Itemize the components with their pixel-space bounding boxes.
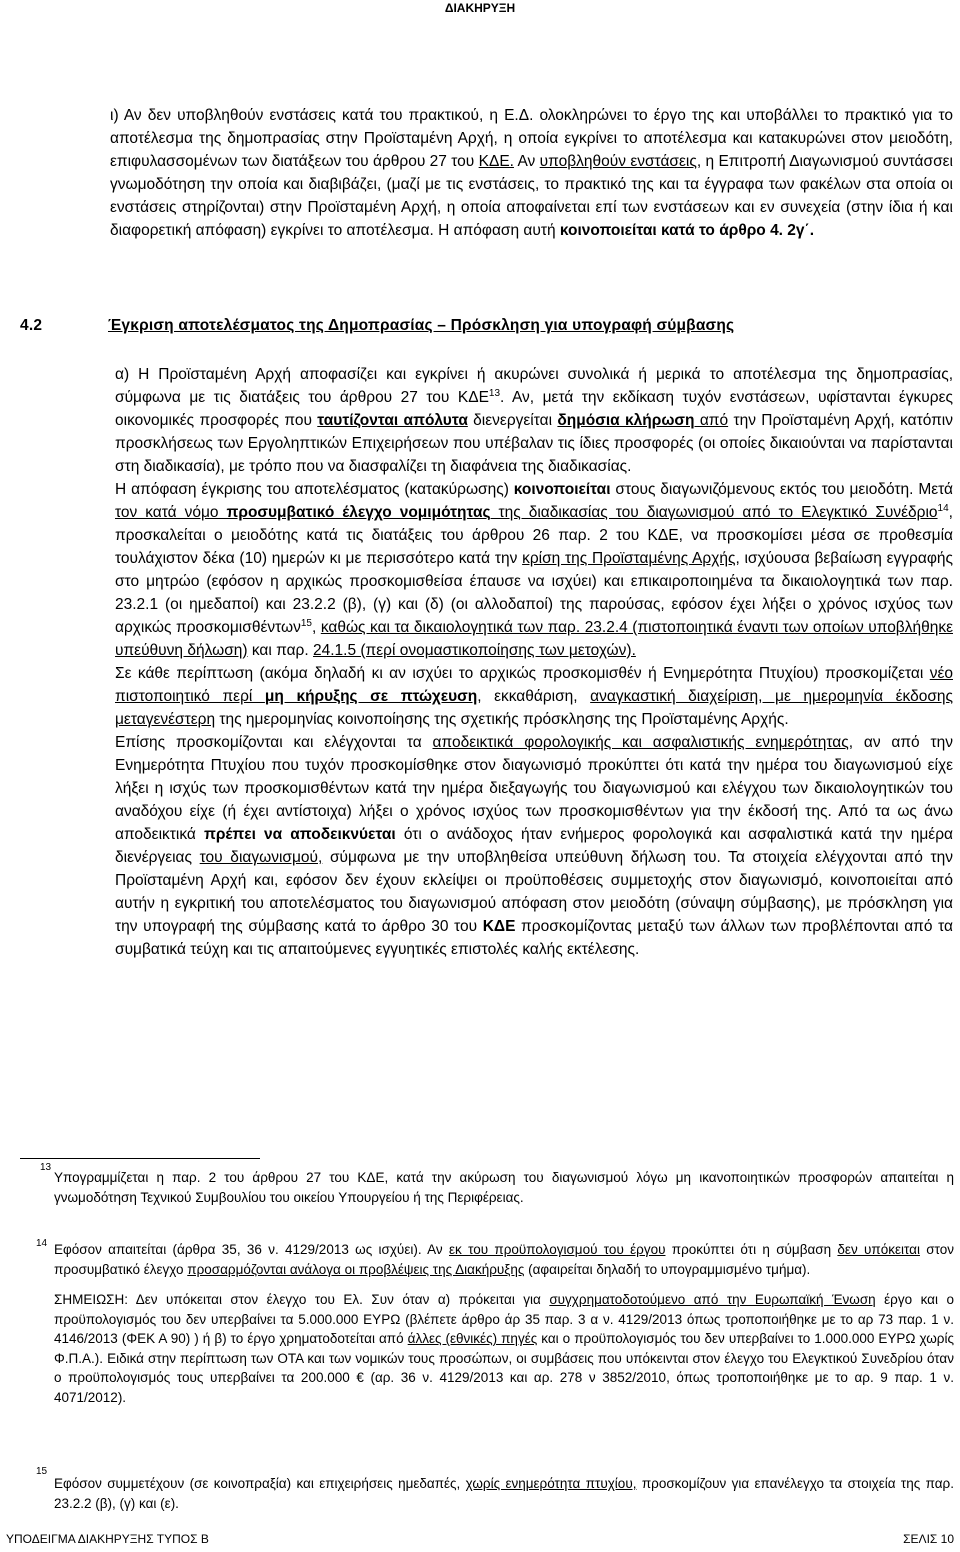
footnote-14-mark: 14 (36, 1238, 48, 1249)
footnote-13 (54, 1168, 954, 1207)
body2-text-6: και παρ. (247, 642, 313, 659)
section-heading (20, 317, 950, 335)
body4-underlined-1: αποδεικτικά φορολογικής και ασφαλιστικής ενημερότητας (432, 734, 849, 751)
para-i-text-2: Αν (513, 153, 540, 170)
page-header-title: ΔΙΑΚΗΡΥΞΗ (444, 1, 516, 15)
footnote-ref-14[interactable]: 14 (937, 502, 949, 514)
footnote-15 (54, 1474, 954, 1513)
footnote-14-main (54, 1240, 954, 1279)
body1-bold-1: ταυτίζονται απόλυτα (317, 412, 468, 429)
fn14-underlined-3: προσαρμόζονται ανάλογα οι προβλέψεις της Διακήρυξης (187, 1261, 525, 1277)
body2-text-4: , ισχύουσα βεβαίωση εγγραφής στο μητρώο (εφόσον η αρχικώς προσκομισθείσα έπαυσε να ισχύει) και επικαιροποιημένα τα δικαιολογητικά των παρ. 23.2.1 (οι ημεδαποί) και 23.2.2 (β), (γ) και (δ) (οι αλλοδαποί) της παρούσας, εφόσον έχει λήξει ο χρόνος ισχύος των αρχικώς προσκομισθέντων (115, 550, 953, 636)
body4-text-3: ότι ο ανάδοχος ήταν ενήμερος φορολογικά και ασφαλιστικά κατά την ημέρα διενέργειας (115, 826, 953, 866)
body-paragraph-approval (115, 478, 953, 662)
para-i-text-1: ι) Αν δεν υποβληθούν ενστάσεις κατά του πρακτικού, η Ε.Δ. ολοκληρώνει το έργο της και υποβάλλει το πρακτικό για το αποτέλεσμα της δημοπρασίας στην Προϊσταμένη Αρχή, η οποία εγκρίνει το αποτέλεσμα και κατακυρώνει στον μειοδότη, επιφυλασσομένων των διατάξεων του άρθρου 27 του (110, 107, 953, 170)
body4-text-1: Επίσης προσκομίζονται και ελέγχονται τα (115, 734, 433, 751)
body2-underlined-3: , (948, 504, 953, 521)
body2-text-2: στους διαγωνιζόμενους εκτός του μειοδότη. Μετά (610, 481, 953, 498)
body2-underlined-4: κρίση της Προϊσταμένης Αρχής (522, 550, 736, 567)
body3-bold-underlined-1: μη κήρυξης σε πτώχευση (264, 688, 478, 705)
body-paragraph-tax (115, 731, 953, 961)
body2-underlined-6: 24.1.5 (περί ονομαστικοποίησης των μετοχών). (313, 642, 636, 659)
para-i-kde: ΚΔΕ. (478, 153, 514, 170)
fn15-text-2: προσκομίζουν για επανέλεγχο τα στοιχεία της παρ. 23.2.2 (β), (γ) και (ε). (54, 1476, 954, 1511)
footnote-ref-13[interactable]: 13 (488, 387, 501, 399)
section-title: Έγκριση αποτελέσματος της Δημοπρασίας – Πρόσκληση για υπογραφή σύμβασης (108, 317, 735, 334)
body-paragraph-a (115, 363, 953, 478)
body2-underlined-2: της διαδικασίας του διαγωνισμού από το Ελεγκτικό Συνέδριο (490, 504, 938, 521)
footnote-14-note (54, 1290, 954, 1407)
body4-text-4: σύμφωνα με την υποβληθείσα υπεύθυνη δήλωση του. Τα στοιχεία ελέγχονται από την Προϊσταμένη Αρχή και, εφόσον δεν έχουν εκλείψει οι προϋποθέσεις συμμετοχής στον διαγωνισμό, κοινοποιείται από αυτήν η εγκριτική του αποτελέσματος του διαγωνισμού απόφαση στον μειοδότη (σύναψη σύμβασης), με πρόσκληση για την υπογραφή της σύμβασης κατά το άρθρο 30 του (115, 849, 953, 935)
body2-bold-underlined-1: προσυμβατικό έλεγχο νομιμότητας (226, 504, 491, 521)
body3-underlined-2: αναγκαστική διαχείριση, με ημερομηνία έκδοσης μεταγενέστερη (115, 688, 953, 728)
body2-underlined-1: τον κατά νόμο (115, 504, 227, 521)
body4-text-2: , αν από την Ενημερότητα Πτυχίου που τυχόν προσκομίσθηκε στον διαγωνισμό προκύπτει ότι κατά την ημέρα του διαγωνισμού είχε λήξει η ισχύς των προσκομισθέντων κατά την ημέρα διεξαγωγής του διαγωνισμού και ελέγχου των δικαιολογητικών του αναδόχου είχε (ή έχει αντίστοιχα) λήξει ο χρόνος ισχύος των προσκομισθέντων για την έκδοσή της. Από τα ως άνω αποδεικτικά (115, 734, 953, 843)
fn14-note-text-3: και ο προϋπολογισμός του δεν υπερβαίνει το 1.000.000 ΕΥΡΩ χωρίς Φ.Π.Α.). Ειδικά στην περίπτωση των ΟΤΑ και των νομικών τους προσώπων, οι συμβάσεις που υπόκεινται στον έλεγχο του Ελεγκτικού Συνεδρίου όταν ο προϋπολογισμός τους υπερβαίνει τα 200.000 € (αρ. 36 ν. 4129/2013 και αρ. 278 ν 3852/2010, όπως τροποποιήθηκε με το αρ. 9 παρ. 1 ν. 4071/2012). (54, 1331, 954, 1405)
body1-text-2: . Αν, μετά την εκδίκαση τυχόν ενστάσεων, υφίστανται έγκυρες οικονομικές προσφορές που (115, 389, 953, 429)
section-number: 4.2 (20, 317, 43, 334)
body2-text-5: , (311, 619, 321, 636)
body4-underlined-2: του διαγωνισμού, (199, 849, 323, 866)
body1-text-1: α) Η Προϊσταμένη Αρχή αποφασίζει και εγκρίνει ή ακυρώνει συνολικά ή μερικά το αποτέλεσμα της δημοπρασίας, σύμφωνα με τις διατάξεις του άρθρου 27 του ΚΔΕ (115, 366, 953, 406)
fn14-underlined-2: δεν υπόκειται (837, 1242, 920, 1257)
body4-bold-2: ΚΔΕ (482, 918, 516, 935)
body2-text-3: προσκαλείται ο μειοδότης κατά τις διατάξεις του άρθρου 26 παρ. 2 του ΚΔΕ, να προσκομίσει μέσα σε προθεσμία τουλάχιστον δέκα (10) ημερών κι με περισσότερο κατά την (115, 527, 953, 567)
footnote-13-text: Υπογραμμίζεται η παρ. 2 του άρθρου 27 του ΚΔΕ, κατά την ακύρωση του διαγωνισμού λόγω μη ικανοποιητικών προσφορών απαιτείται η γνωμοδότηση Τεχνικού Συμβουλίου του οικείου Υπουργείου ή της Περιφέρειας. (54, 1170, 954, 1205)
footnote-13-mark: 13 (40, 1162, 52, 1173)
footer-page-number: ΣΕΛΙΣ 10 (903, 1532, 954, 1546)
para-i-bold-1: κοινοποιείται κατά το άρθρο 4. 2γ΄. (559, 222, 815, 239)
body1-underlined-1: από (694, 412, 729, 429)
fn14-underlined-1: εκ του προϋπολογισμού του έργου (448, 1242, 666, 1257)
body3-text-2: , εκκαθάριση, (477, 688, 591, 705)
para-i-text-3: , η Επιτροπή Διαγωνισμού συντάσσει γνωμοδότηση την οποία και διαβιβάζει, (μαζί με τις ενστάσεις, το πρακτικό της και τα έγγραφα των φακέλων στα οποία οι ενστάσεις στηρίζονται) στην Προϊσταμένη Αρχή, η οποία αποφαίνεται επί των ενστάσεων και εν συνεχεία (στην ίδια ή και διαφορετική απόφαση) εγκρίνει το αποτέλεσμα. Η απόφαση αυτή (110, 153, 953, 239)
fn14-note-text-1: ΣΗΜΕΙΩΣΗ: Δεν υπόκειται στον έλεγχο του Ελ. Συν όταν α) πρόκειται για (54, 1292, 550, 1307)
body3-text-1: Σε κάθε περίπτωση (ακόμα δηλαδή κι αν ισχύει το αρχικώς προσκομισθέν ή Ενημερότητα Πτυχίου) προσκομίζεται (115, 665, 930, 682)
fn14-text-3: στον προσυμβατικό έλεγχο (54, 1242, 954, 1277)
footnote-separator (20, 1158, 260, 1159)
footnote-14 (54, 1240, 954, 1407)
paragraph-i (110, 104, 953, 242)
footnote-ref-15[interactable]: 15 (300, 617, 312, 629)
body4-text-5: προσκομίζοντας μεταξύ των άλλων των προβλέπονται από τα συμβατικά τεύχη και τις απαιτούμενες εγγυητικές επιστολές καλής εκτέλεσης. (115, 918, 953, 958)
body3-text-3: της ημερομηνίας κοινοποίησης της σχετικής πρόσκλησης της Προϊσταμένης Αρχής. (215, 711, 789, 728)
body1-text-3: διενεργείται (467, 412, 558, 429)
body1-bold-underlined-1: δημόσια κλήρωση (557, 412, 695, 429)
fn14-note-underlined-1: συγχρηματοδοτούμενο από την Ευρωπαϊκή Ένωση (549, 1292, 876, 1307)
body4-bold-1: πρέπει να αποδεικνύεται (203, 826, 396, 843)
body-paragraph-bankruptcy (115, 662, 953, 731)
body2-bold-1: κοινοποιείται (513, 481, 611, 498)
body2-underlined-5: καθώς και τα δικαιολογητικά των παρ. 23.2.4 (πιστοποιητικά έναντι των οποίων υποβλήθηκε υπεύθυνη δήλωση) (115, 619, 953, 659)
footer-document-type: ΥΠΟΔΕΙΓΜΑ ΔΙΑΚΗΡΥΞΗΣ ΤΥΠΟΣ Β (6, 1532, 209, 1546)
fn14-text-4: (αφαιρείται δηλαδή το υπογραμμισμένο τμήμα). (524, 1261, 811, 1277)
fn14-text-2: προκύπτει ότι η σύμβαση (665, 1242, 838, 1257)
fn14-note-text-2: έργο και ο προϋπολογισμός του δεν υπερβαίνει τα 5.000.000 ΕΥΡΩ (βλέπετε άρθρο άρ 35 παρ. 3 α ν. 4129/2013 όπως τροποποιήθηκε με το αρ 73 παρ. 1 ν. 4146/2013 (ΦΕΚ Α 90) ) ή β) το έργο χρηματοδοτείται από (54, 1292, 954, 1346)
footnote-15-mark: 15 (36, 1466, 48, 1477)
fn14-note-underlined-2: άλλες (εθνικές) πηγές (407, 1331, 538, 1346)
body2-text-1: Η απόφαση έγκρισης του αποτελέσματος (κατακύρωσης) (115, 481, 514, 498)
body3-underlined-1: νέο πιστοποιητικό περί (115, 665, 953, 705)
fn15-text-1: Εφόσον συμμετέχουν (σε κοινοπραξία) και επιχειρήσεις ημεδαπές, (54, 1476, 466, 1491)
fn15-underlined-1: χωρίς ενημερότητα πτυχίου, (465, 1476, 637, 1491)
para-i-underlined-1: υποβληθούν ενστάσεις (539, 153, 697, 170)
section-body (115, 363, 953, 961)
fn14-text-1: Εφόσον απαιτείται (άρθρα 35, 36 ν. 4129/2013 ως ισχύει). Αν (54, 1242, 449, 1257)
body1-text-4: την Προϊσταμένη Αρχή, κατόπιν προσκλήσεως των Εργοληπτικών Επιχειρήσεων που υπέβαλαν τις ίδιες προσφορές (οι οποίες δικαιούνται να παρίστανται στη διαδικασία), με τρόπο που να διασφαλίζει τη διαφάνεια της διαδικασίας. (115, 412, 953, 475)
